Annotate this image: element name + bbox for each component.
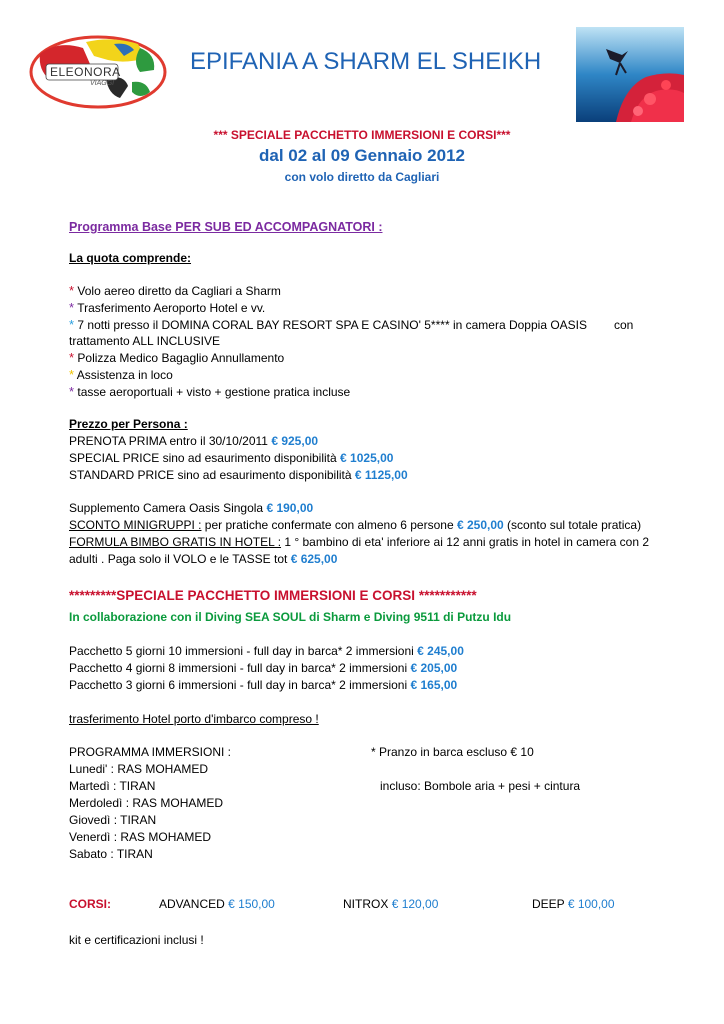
list-item [69, 283, 281, 299]
bimbo-price: € 625,00 [290, 552, 338, 566]
pacchetto-price: € 205,00 [410, 661, 458, 675]
supplemento-row [69, 500, 313, 516]
list-item [69, 384, 350, 400]
list-item-tail: con [614, 318, 634, 332]
list-item-text: Assistenza in loco [76, 368, 173, 382]
bimbo-row [69, 534, 649, 550]
logo-text: ELEONORA [50, 65, 121, 79]
bullet-asterisk: * [69, 283, 75, 298]
corso-name: ADVANCED [159, 897, 225, 911]
pacchetto-price: € 165,00 [410, 678, 458, 692]
immersioni-day: Giovedì : TIRAN [69, 813, 157, 827]
list-item [69, 350, 284, 366]
bullet-asterisk: * [69, 367, 75, 382]
corso-nitrox [343, 896, 438, 912]
list-item-text: tasse aeroportuali + visto + gestione pratica incluse [77, 385, 351, 399]
bimbo-text: 1 ° bambino di eta' inferiore ai 12 anni gratis in hotel in camera con 2 [281, 535, 649, 549]
supplemento-price: € 190,00 [266, 501, 314, 515]
corso-price: € 150,00 [228, 897, 275, 911]
immersioni-day: Sabato : TIRAN [69, 847, 153, 861]
trasferimento-note: trasferimento Hotel porto d'imbarco compreso ! [69, 712, 319, 726]
immersioni-day: Venerdì : RAS MOHAMED [69, 830, 212, 844]
intro-speciale: *** SPECIALE PACCHETTO IMMERSIONI E CORSI*** [213, 128, 511, 142]
sconto-price: € 250,00 [456, 518, 504, 532]
list-item [69, 367, 173, 383]
price-value: € 925,00 [271, 434, 319, 448]
pacchetto-label: Pacchetto 4 giorni 8 immersioni - full day in barca* 2 immersioni [69, 661, 408, 675]
speciale-collab: In collaborazione con il Diving SEA SOUL di Sharm e Diving 9511 di Putzu Idu [69, 610, 512, 624]
programma-heading: Programma Base PER SUB ED ACCOMPAGNATORI : [69, 220, 383, 234]
immersioni-day: Martedì : TIRAN [69, 779, 156, 793]
bullet-asterisk: * [69, 300, 75, 315]
page-title: EPIFANIA A SHARM EL SHEIKH [190, 48, 542, 75]
intro-flight: con volo diretto da Cagliari [284, 170, 440, 184]
intro-dates: dal 02 al 09 Gennaio 2012 [258, 146, 465, 165]
list-item-text: 7 notti presso il DOMINA CORAL BAY RESORT SPA E CASINO' 5**** in camera Doppia OASIS [77, 318, 588, 332]
pacchetto-row [69, 643, 464, 659]
pranzo-note: * Pranzo in barca escluso € 10 [371, 745, 534, 759]
list-item-text: Volo aereo diretto da Cagliari a Sharm [77, 284, 281, 298]
price-row [69, 433, 318, 449]
speciale-heading: *********SPECIALE PACCHETTO IMMERSIONI E CORSI *********** [69, 588, 477, 603]
diver-photo [576, 27, 684, 122]
sconto-tail: (sconto sul totale pratica) [503, 518, 642, 532]
price-value: € 1025,00 [340, 451, 394, 465]
list-item [69, 317, 587, 333]
corso-price: € 100,00 [567, 897, 615, 911]
pacchetto-price: € 245,00 [417, 644, 464, 658]
price-value: € 1125,00 [354, 468, 408, 482]
incluso-note: incluso: Bombole aria + pesi + cintura [380, 779, 581, 793]
list-item-text: Polizza Medico Bagaglio Annullamento [77, 351, 285, 365]
corso-deep [532, 896, 615, 912]
list-item-continuation: trattamento ALL INCLUSIVE [69, 334, 220, 348]
price-row [69, 450, 393, 466]
immersioni-heading: PROGRAMMA IMMERSIONI : [69, 745, 232, 759]
corso-name: NITROX [343, 897, 389, 911]
prezzo-heading: Prezzo per Persona : [69, 417, 188, 431]
immersioni-day: Lunedi' : RAS MOHAMED [69, 762, 209, 776]
bullet-asterisk: * [69, 317, 75, 332]
pacchetto-label: Pacchetto 3 giorni 6 immersioni - full day in barca* 2 immersioni [69, 678, 408, 692]
bimbo-label: FORMULA BIMBO GRATIS IN HOTEL : [69, 535, 282, 549]
pacchetto-row [69, 677, 457, 693]
pacchetto-label: Pacchetto 5 giorni 10 immersioni - full day in barca* 2 immersioni [69, 644, 414, 658]
price-row [69, 467, 408, 483]
footer-note: kit e certificazioni inclusi ! [69, 933, 204, 947]
pacchetto-row [69, 660, 457, 676]
list-item [69, 300, 265, 316]
corso-name: DEEP [532, 897, 565, 911]
agency-logo [28, 34, 168, 109]
list-item-text: Trasferimento Aeroporto Hotel e vv. [77, 301, 266, 315]
immersioni-day: Merdoledì : RAS MOHAMED [69, 796, 224, 810]
corso-price: € 120,00 [391, 897, 439, 911]
price-label: PRENOTA PRIMA entro il 30/10/2011 [69, 434, 268, 448]
bimbo-text2: adulti . Paga solo il VOLO e le TASSE tot [69, 552, 288, 566]
logo-subtext: VIAGGI [90, 80, 115, 87]
price-label: SPECIAL PRICE sino ad esaurimento disponibilità [69, 451, 337, 465]
supplemento-label: Supplemento Camera Oasis Singola [69, 501, 264, 515]
sconto-text: per pratiche confermate con almeno 6 persone [201, 518, 454, 532]
sconto-row [69, 517, 641, 533]
corso-advanced [159, 896, 275, 912]
sconto-label: SCONTO MINIGRUPPI : [69, 518, 202, 532]
price-label: STANDARD PRICE sino ad esaurimento disponibilità [69, 468, 352, 482]
bimbo-row-continuation [69, 551, 337, 567]
corsi-label: CORSI: [69, 897, 111, 911]
bullet-asterisk: * [69, 350, 75, 365]
bullet-asterisk: * [69, 384, 75, 399]
quota-heading: La quota comprende: [69, 251, 192, 265]
